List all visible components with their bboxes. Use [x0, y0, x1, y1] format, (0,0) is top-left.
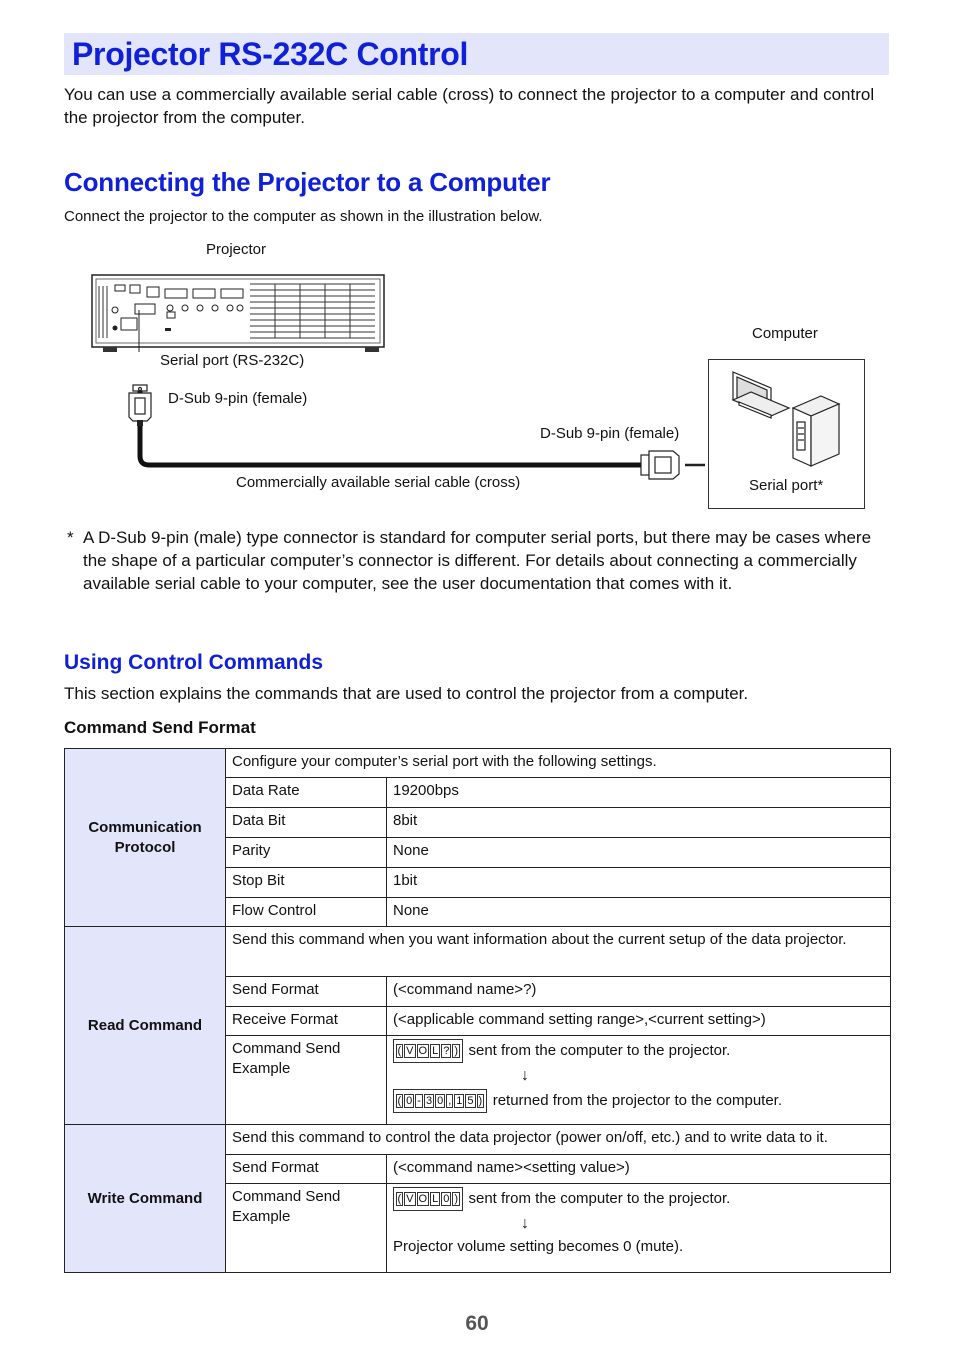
write-example-text: sent from the computer to the projector. — [468, 1189, 731, 1207]
setting-name: Data Rate — [226, 778, 387, 808]
read-example — [387, 1036, 891, 1125]
read-return-keys: ( 0 - 3 0 , 1 5 ) — [393, 1089, 487, 1113]
write-command-header: Write Command — [65, 1125, 226, 1273]
projector-label: Projector — [206, 241, 267, 258]
computer-label: Computer — [752, 325, 818, 342]
section-heading-connecting: Connecting the Projector to a Computer — [64, 167, 551, 197]
setting-name: Stop Bit — [226, 868, 387, 898]
footnote-marker: * — [67, 528, 74, 547]
read-send-format: (<command name>?) — [387, 977, 891, 1007]
intro-paragraph: You can use a commercially available serial cable (cross) to connect the projector to a computer and control the projector from the computer. — [64, 85, 875, 127]
left-dsub-connector — [129, 385, 151, 421]
subheading-send-format: Command Send Format — [64, 718, 256, 737]
section-heading-commands: Using Control Commands — [64, 651, 324, 674]
read-send-format-label: Send Format — [226, 977, 387, 1007]
read-command-header: Read Command — [65, 927, 226, 1125]
section-text-connecting: Connect the projector to the computer as shown in the illustration below. — [64, 208, 543, 225]
setting-name: Data Bit — [226, 808, 387, 838]
setting-value: 19200bps — [387, 778, 891, 808]
read-intro: Send this command when you want information about the current setup of the data projector. — [226, 927, 891, 977]
command-format-table — [64, 748, 891, 1273]
read-receive-format: (<applicable command setting range>,<current setting>) — [387, 1007, 891, 1036]
write-example — [387, 1184, 891, 1273]
cable-label: Commercially available serial cable (cross) — [236, 474, 521, 491]
setting-value: None — [387, 898, 891, 927]
read-example-keys: ( V O L ? ) — [393, 1039, 463, 1063]
setting-value: 8bit — [387, 808, 891, 838]
serial-port-label: Serial port (RS-232C) — [160, 352, 305, 369]
page-number: 60 — [465, 1312, 489, 1335]
footnote — [64, 526, 890, 595]
setting-value: 1bit — [387, 868, 891, 898]
write-send-format: (<command name><setting value>) — [387, 1155, 891, 1184]
projector-illustration — [92, 275, 384, 352]
read-example-label: Command Send Example — [226, 1036, 387, 1125]
read-return-text: returned from the projector to the computer. — [492, 1091, 783, 1109]
computer-illustration — [709, 360, 864, 480]
comm-protocol-header: Communication Protocol — [65, 749, 226, 927]
setting-value: None — [387, 838, 891, 868]
pc-serial-port-label: Serial port* — [749, 477, 824, 494]
comm-intro: Configure your computer’s serial port with the following settings. — [226, 749, 891, 778]
page-title: Projector RS-232C Control — [72, 36, 469, 72]
footnote-text: A D-Sub 9-pin (male) type connector is standard for computer serial ports, but there may be cases where the shape of a particular computer’s connector is different. For details about connecting a commercially available serial cable to your computer, see the user documentation that comes with it. — [83, 528, 872, 593]
write-intro: Send this command to control the data projector (power on/off, etc.) and to write data to it. — [226, 1125, 891, 1155]
down-arrow-icon: ↓ — [521, 1215, 529, 1232]
write-example-keys: ( V O L 0 ) — [393, 1187, 463, 1211]
dsub-left-label: D-Sub 9-pin (female) — [168, 390, 308, 407]
right-dsub-connector — [641, 451, 679, 479]
connection-diagram — [85, 268, 705, 483]
down-arrow-icon: ↓ — [521, 1067, 529, 1084]
write-result-text: Projector volume setting becomes 0 (mute). — [393, 1238, 684, 1255]
write-example-label: Command Send Example — [226, 1184, 387, 1273]
setting-name: Parity — [226, 838, 387, 868]
dsub-right-label: D-Sub 9-pin (female) — [540, 425, 680, 442]
read-example-text: sent from the computer to the projector. — [468, 1041, 731, 1059]
computer-box — [708, 359, 865, 509]
write-send-format-label: Send Format — [226, 1155, 387, 1184]
section-text-commands: This section explains the commands that are used to control the projector from a computer. — [64, 684, 749, 703]
read-receive-format-label: Receive Format — [226, 1007, 387, 1036]
setting-name: Flow Control — [226, 898, 387, 927]
